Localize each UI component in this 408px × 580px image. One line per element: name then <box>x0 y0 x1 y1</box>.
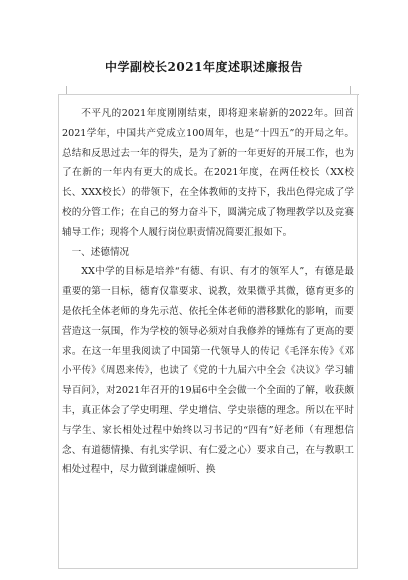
section-heading: 一、述德情况 <box>71 246 130 258</box>
document-title: 中学副校长2021年度述职述廉报告 <box>105 60 303 74</box>
body-paragraph: XX中学的目标是培养“有德、有识、有才的领军人”，有德是最重要的第一目标，德育仅靠要求、说教，效果微乎其微，德育更多的是依托全体老师的身先示范、依托全体老师的潜移默化的影响，而要营造这一氛围，作为学校的领导必须对自我修养的锤炼有了更高的要求。在这一年里我阅读了中国第一代领导人的传记《毛泽东传》《邓小平传》《周恩来传》，也读了《党的十九届六中全会《决议》学习辅导百问》，对2021年召开的19届6中全会做一个全面的了解，收获颇丰，真正体会了学史明理、学史增信、学史崇德的理念。所以在平时与学生、家长相处过程中始终以习书记的“四有”好老师（有理想信念、有道德情操、有扎实学识、有仁爱之心）要求自己，在与教职工相处过程中，尽力做到谦虚倾听、换 <box>62 266 354 476</box>
intro-paragraph: 不平凡的2021年度刚刚结束，即将迎来崭新的2022年。回首2021学年，中国共产党成立100周年，也是“十四五”的开局之年。总结和反思过去一年的得失，是为了新的一年更好的开展工作，也为了在新的一年内有更大的成长。在2021年度，在两任校长（XX校长、XXX校长）的带领下，在全体教师的支持下，我出色得完成了学校的分管工作；在自己的努力奋斗下，圆满完成了物理教学以及竞赛辅导工作；现将个人履行岗位职责情况简要汇报如下。 <box>62 108 354 238</box>
document-body <box>62 104 354 480</box>
